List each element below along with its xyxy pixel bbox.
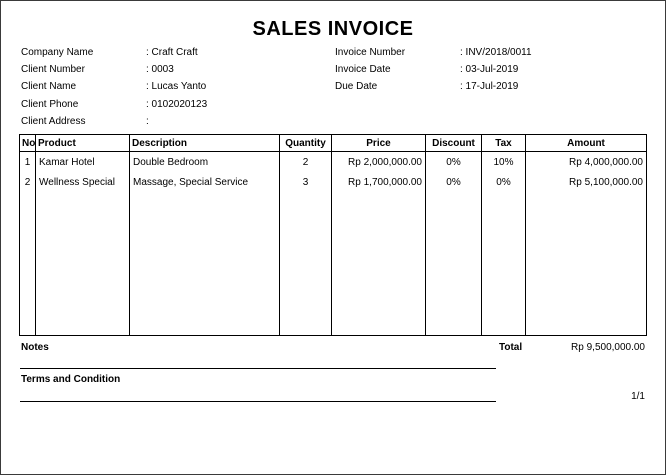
header-discount: Discount — [426, 135, 482, 152]
page-number: 1/1 — [631, 391, 645, 402]
header-amount: Amount — [526, 135, 647, 152]
row-no: 2 — [20, 172, 36, 192]
company-name-value: : Craft Craft — [146, 47, 198, 58]
row-discount: 0% — [426, 172, 482, 192]
header-description: Description — [130, 135, 280, 152]
client-address-label: Client Address — [21, 116, 86, 127]
table-header-row — [20, 135, 647, 152]
client-phone-value: : 0102020123 — [146, 99, 208, 110]
row-description: Double Bedroom — [130, 152, 280, 173]
client-name-value: : Lucas Yanto — [146, 81, 207, 92]
notes-label: Notes — [21, 342, 49, 353]
client-number-label: Client Number — [21, 64, 85, 75]
table-row — [20, 172, 647, 192]
row-tax: 10% — [482, 152, 526, 173]
company-name-label: Company Name — [21, 47, 94, 58]
total-value: Rp 9,500,000.00 — [571, 342, 645, 353]
header-product: Product — [36, 135, 130, 152]
header-tax: Tax — [482, 135, 526, 152]
client-number-value: : 0003 — [146, 64, 174, 75]
notes-divider — [20, 368, 496, 369]
row-tax: 0% — [482, 172, 526, 192]
invoice-number-label: Invoice Number — [335, 47, 406, 58]
row-price: Rp 1,700,000.00 — [332, 172, 426, 192]
client-phone-label: Client Phone — [21, 99, 79, 110]
invoice-date-label: Invoice Date — [335, 64, 391, 75]
terms-divider — [20, 401, 496, 402]
due-date-label: Due Date — [335, 81, 378, 92]
total-label: Total — [499, 342, 523, 353]
row-amount: Rp 5,100,000.00 — [526, 172, 647, 192]
line-items-table — [19, 134, 647, 336]
invoice-title: SALES INVOICE — [252, 18, 414, 40]
row-description: Massage, Special Service — [130, 172, 280, 192]
row-product: Wellness Special — [36, 172, 130, 192]
header-no: No — [20, 135, 36, 152]
invoice-number-value: : INV/2018/0011 — [460, 47, 532, 58]
due-date-value: : 17-Jul-2019 — [460, 81, 519, 92]
table-row — [20, 152, 647, 173]
table-filler-row — [20, 192, 647, 336]
client-name-label: Client Name — [21, 81, 77, 92]
row-quantity: 2 — [280, 152, 332, 173]
invoice-date-value: : 03-Jul-2019 — [460, 64, 519, 75]
row-no: 1 — [20, 152, 36, 173]
row-discount: 0% — [426, 152, 482, 173]
row-quantity: 3 — [280, 172, 332, 192]
header-price: Price — [332, 135, 426, 152]
terms-label: Terms and Condition — [21, 374, 121, 385]
header-quantity: Quantity — [280, 135, 332, 152]
row-product: Kamar Hotel — [36, 152, 130, 173]
row-price: Rp 2,000,000.00 — [332, 152, 426, 173]
row-amount: Rp 4,000,000.00 — [526, 152, 647, 173]
client-address-value: : — [146, 116, 149, 127]
